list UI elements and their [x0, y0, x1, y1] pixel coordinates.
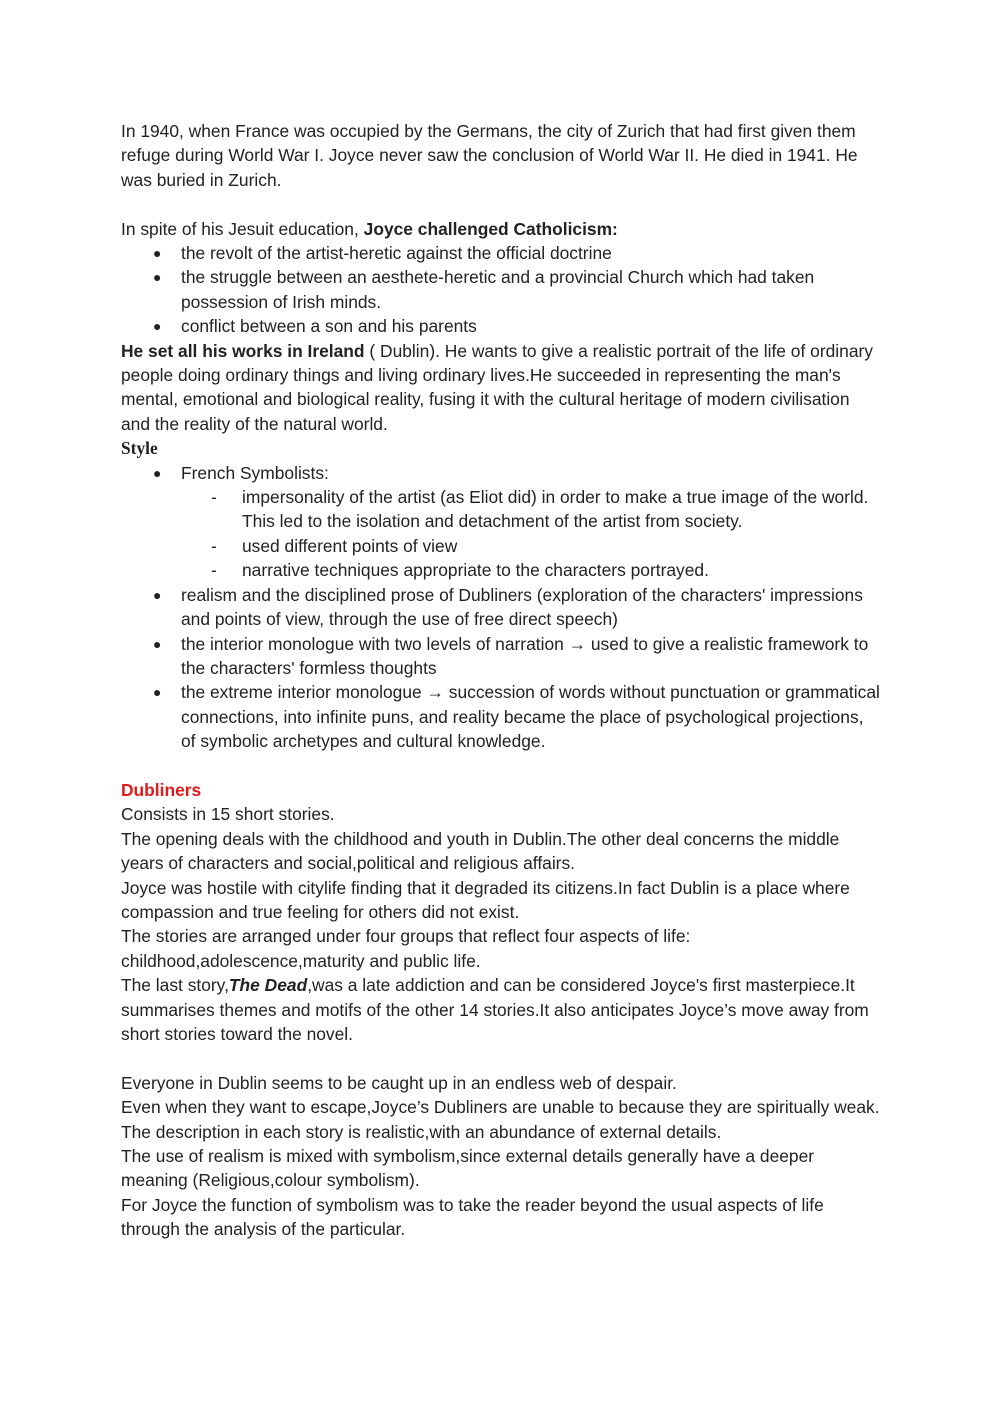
ireland-bold: He set all his works in Ireland: [121, 340, 365, 361]
symbolists-sublist: [181, 485, 881, 583]
paragraph-catholicism: [121, 217, 881, 241]
paragraph-the-dead: [121, 973, 881, 1046]
list-item-text: the extreme interior monologue → succession of words without punctuation or grammatical connections, into infinite puns, and reality became the place of psychological projections, of symbolic archetypes and cultural knowledge.: [181, 682, 880, 752]
catholicism-list: [121, 241, 881, 339]
dash-icon: -: [211, 487, 217, 508]
catholicism-prefix: In spite of his Jesuit education,: [121, 218, 364, 239]
bullet-icon: ●: [153, 684, 162, 701]
ireland-rest: ( Dublin). He wants to give a realistic portrait of the life of ordinary people doing ordinary things and living ordinary lives.He succeeded in representing the man's mental, emotional and biological reality, fusing it with the cultural heritage of modern civilisation and the reality of the natural world.: [121, 340, 873, 434]
list-item: [121, 583, 881, 632]
paragraph-ireland: [121, 339, 881, 437]
list-item: [121, 680, 881, 753]
list-item-text: the interior monologue with two levels of narration → used to give a realistic framework to the characters' formless thoughts: [181, 633, 869, 678]
dubliners-line: Everyone in Dublin seems to be caught up in an endless web of despair.: [121, 1072, 677, 1093]
list-item: [121, 241, 881, 265]
dubliners-line: Even when they want to escape,Joyce’s Dubliners are unable to because they are spiritually weak.: [121, 1097, 880, 1118]
the-dead-title: The Dead: [228, 975, 308, 996]
list-item: [121, 632, 881, 681]
paragraph-1940: In 1940, when France was occupied by the Germans, the city of Zurich that had first given them refuge during World War I. Joyce never saw the conclusion of World War II. He died in 1941. He was buried in Zurich.: [121, 121, 858, 190]
list-item-text: the revolt of the artist-heretic against the official doctrine: [181, 243, 612, 264]
sublist-item-text: narrative techniques appropriate to the characters portrayed.: [242, 560, 709, 581]
bullet-icon: ●: [153, 318, 162, 335]
document-page: [121, 119, 881, 1242]
bullet-icon: ●: [153, 269, 162, 286]
style-list: [121, 461, 881, 754]
dubliners-line: The opening deals with the childhood and youth in Dublin.The other deal concerns the middle years of characters and social,political and religious affairs.: [121, 828, 840, 874]
bullet-icon: ●: [153, 635, 162, 652]
sublist-item: [181, 534, 881, 558]
dubliners-line: The description in each story is realistic,with an abundance of external details.: [121, 1121, 722, 1142]
list-item: [121, 265, 881, 314]
dubliners-line: For Joyce the function of symbolism was to take the reader beyond the usual aspects of life through the analysis of the particular.: [121, 1194, 824, 1240]
dubliners-line: The stories are arranged under four groups that reflect four aspects of life: childhood,adolescence,maturity and public life.: [121, 926, 691, 971]
spacer: [121, 192, 881, 216]
spacer: [121, 1046, 881, 1070]
list-item-text: conflict between a son and his parents: [181, 316, 477, 337]
list-item-text: French Symbolists:: [181, 462, 329, 483]
dash-icon: -: [211, 535, 217, 556]
sublist-item: [181, 558, 881, 582]
the-dead-prefix: The last story,: [121, 975, 229, 996]
sublist-item-text: impersonality of the artist (as Eliot did) in order to make a true image of the world. This led to the isolation and detachment of the artist from society.: [242, 487, 869, 532]
bullet-icon: ●: [153, 464, 162, 481]
dubliners-line: Consists in 15 short stories.: [121, 804, 335, 825]
list-item: [121, 314, 881, 338]
list-item-text: the struggle between an aesthete-heretic and a provincial Church which had taken possession of Irish minds.: [181, 267, 815, 312]
dash-icon: -: [211, 560, 217, 581]
list-item: [121, 461, 881, 583]
the-dead-rest: ,was a late addiction and can be considered Joyce's first masterpiece.It summarises themes and motifs of the other 14 stories.It also anticipates Joyce’s move away from short stories toward the novel.: [121, 975, 869, 1044]
list-item-text: realism and the disciplined prose of Dubliners (exploration of the characters' impressions and points of view, through the use of free direct speech): [181, 584, 863, 630]
dubliners-line: The use of realism is mixed with symbolism,since external details generally have a deeper meaning (Religious,colour symbolism).: [121, 1146, 815, 1191]
dubliners-line: Joyce was hostile with citylife finding that it degraded its citizens.In fact Dublin is a place where compassion and true feeling for others did not exist.: [121, 877, 850, 922]
sublist-item-text: used different points of view: [242, 535, 458, 556]
dubliners-heading: Dubliners: [121, 779, 202, 800]
bullet-icon: ●: [153, 245, 162, 262]
sublist-item: [181, 485, 881, 534]
style-heading: Style: [121, 438, 158, 459]
catholicism-bold: Joyce challenged Catholicism:: [363, 218, 618, 239]
spacer: [121, 754, 881, 778]
bullet-icon: ●: [153, 586, 162, 603]
